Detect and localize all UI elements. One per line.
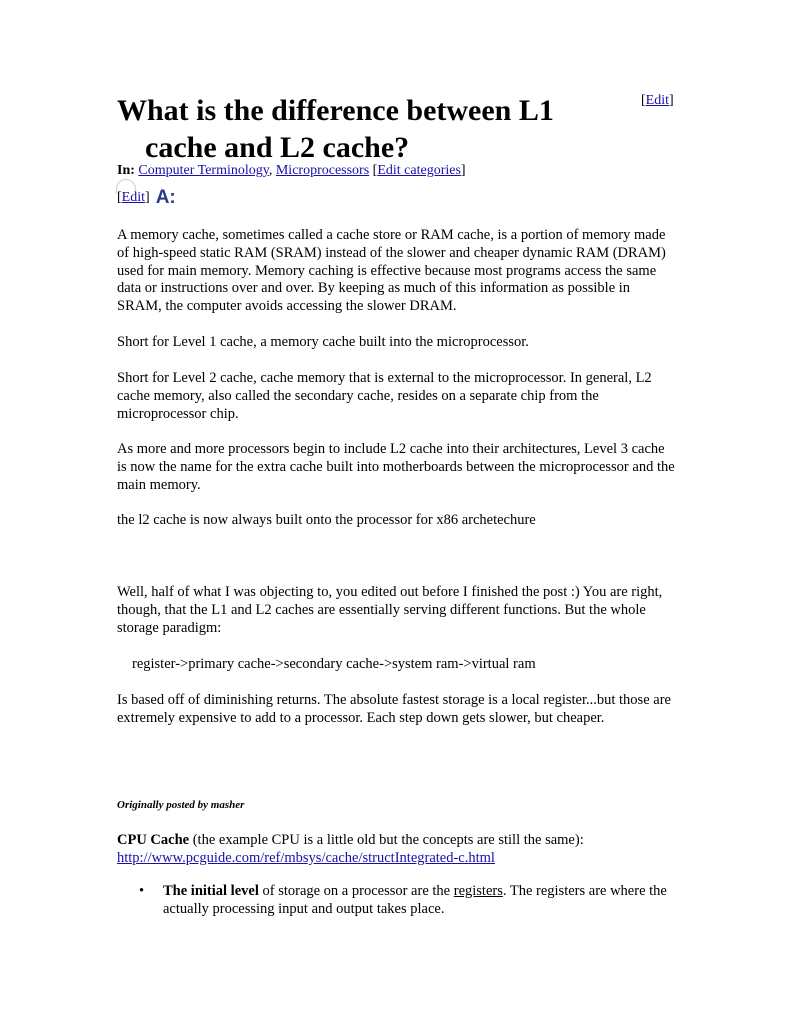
category-link-microprocessors[interactable]: Microprocessors [275, 163, 370, 178]
paragraph-l2-x86: the l2 cache is now always built onto the processor for x86 archetechure [117, 512, 536, 528]
bullet-text-after: . The registers are where the actually processing input and output takes place. [163, 883, 667, 917]
title-line-1: What is the difference between L1 [117, 94, 554, 127]
cpu-cache-text: (the example CPU is a little old but the concepts are still the same): [189, 832, 584, 848]
bullet-dot-icon: • [139, 883, 145, 899]
paragraph-storage-chain: register->primary cache->secondary cache->system ram->virtual ram [132, 656, 536, 672]
question-edit-link[interactable]: Edit [645, 93, 670, 108]
paragraph-cpu-cache [117, 832, 677, 868]
paragraph-reply: Well, half of what I was objecting to, you edited out before I finished the post :) You are right, though, that the L1 and L2 caches are essentially serving different functions. But the whole storage paradigm: [117, 584, 663, 636]
registers-link[interactable]: registers [453, 883, 503, 899]
answer-header: [Edit] A: [117, 187, 176, 208]
bullet-bold: The initial level [163, 883, 259, 899]
paragraph-diminishing-returns: Is based off of diminishing returns. The absolute fastest storage is a local register...but those are extremely expensive to add to a processor. Each step down gets slower, but cheaper. [117, 692, 671, 726]
categories-line: In: Computer Terminology, Microprocessors [Edit categories] [117, 163, 466, 178]
answer-label: A: [155, 187, 176, 208]
paragraph-level2: Short for Level 2 cache, cache memory that is external to the microprocessor. In general, L2 cache memory, also called the secondary cache, resides on a separate chip from the microprocessor chip. [117, 370, 652, 422]
bullet-text-before: of storage on a processor are the [258, 883, 454, 899]
question-edit: [Edit] [641, 93, 674, 108]
categories-prefix: In: [117, 163, 135, 178]
posted-by: Originally posted by masher [117, 799, 245, 811]
bullet-list [117, 883, 677, 919]
category-link-computer-terminology[interactable]: Computer Terminology [138, 163, 269, 178]
list-item [117, 883, 677, 919]
paragraph-level3: As more and more processors begin to include L2 cache into their architectures, Level 3 cache is now the name for the extra cache built into motherboards between the microprocessor and the main memory. [117, 441, 675, 493]
cpu-cache-heading: CPU Cache [117, 832, 190, 848]
paragraph-memory-cache: A memory cache, sometimes called a cache store or RAM cache, is a portion of memory made of high-speed static RAM (SRAM) instead of the slower and cheaper dynamic RAM (DRAM) used for main memory. Memory caching is effective because most programs access the same data or instructions over and over. By keeping as much of this information as possible in SRAM, the computer avoids accessing the slower DRAM. [117, 227, 666, 315]
pcguide-link[interactable]: http://www.pcguide.com/ref/mbsys/cache/structIntegrated-c.html [117, 849, 495, 866]
paragraph-level1: Short for Level 1 cache, a memory cache built into the microprocessor. [117, 334, 529, 350]
page-title [117, 92, 637, 166]
title-line-2: cache and L2 cache? [145, 131, 410, 164]
edit-categories-link[interactable]: Edit categories [377, 163, 461, 178]
answer-edit-link[interactable]: Edit [121, 190, 146, 205]
